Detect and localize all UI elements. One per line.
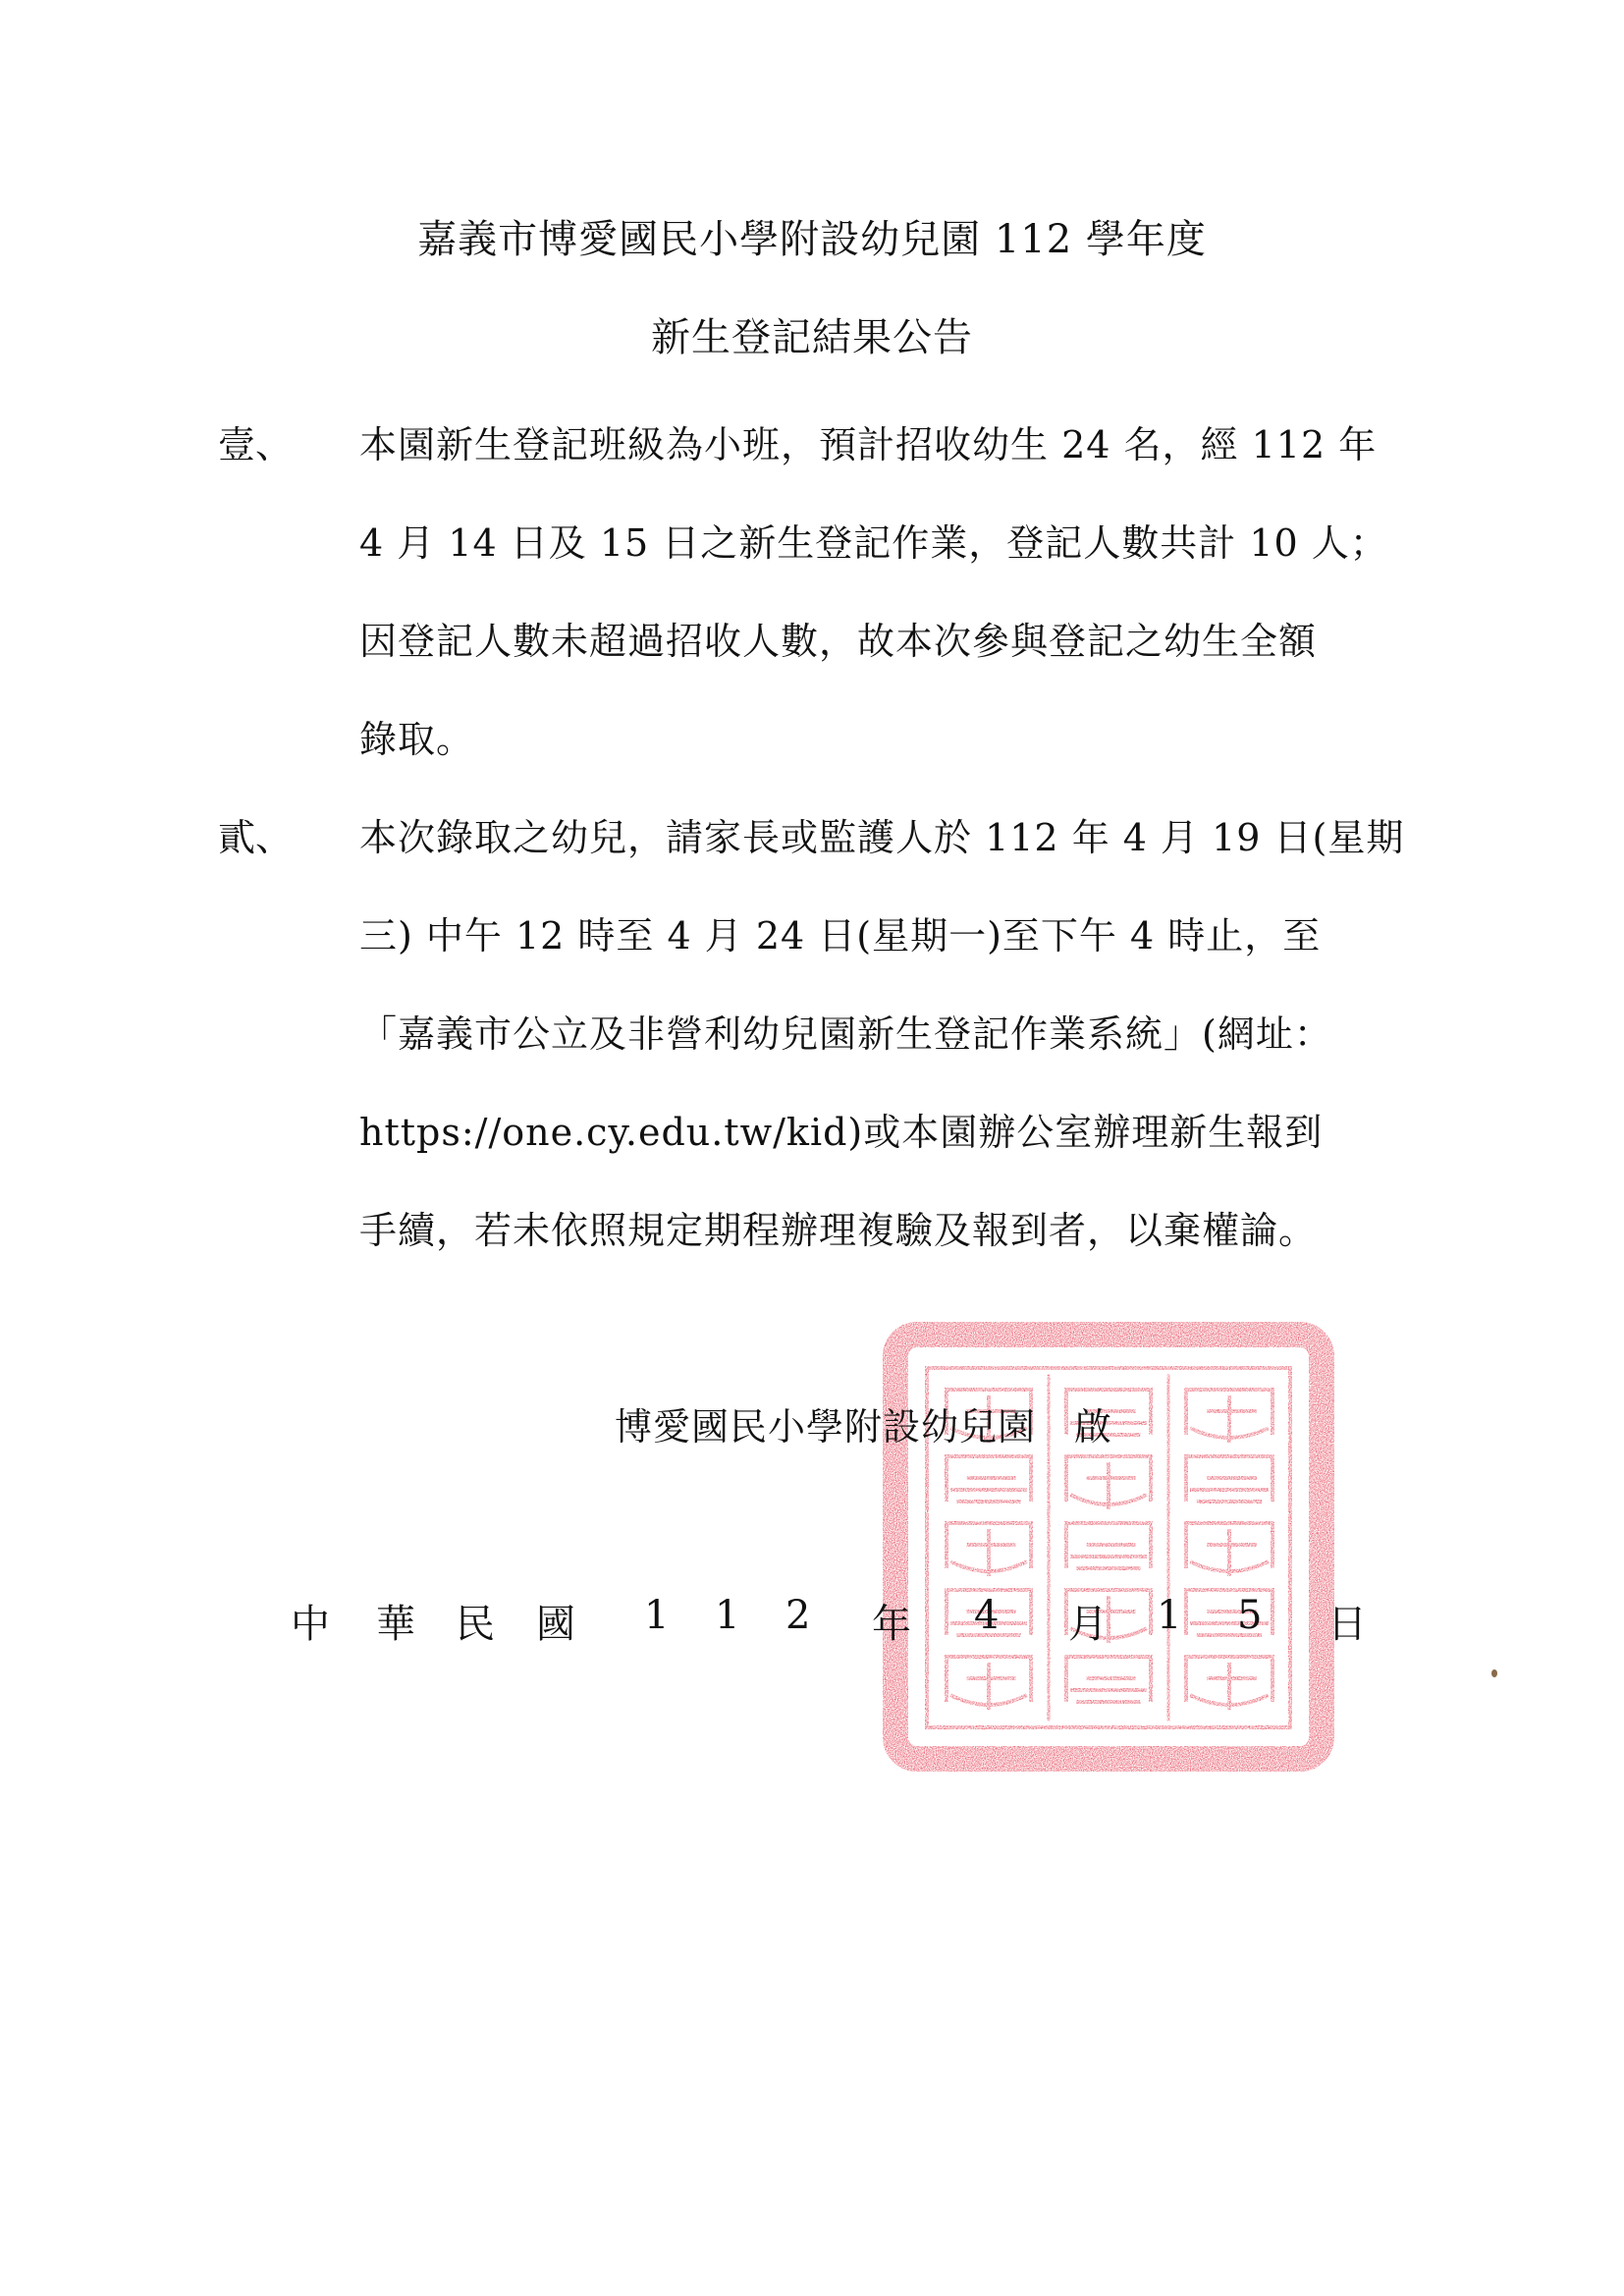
date-char: 國 [536, 1602, 575, 1647]
date-char: 日 [1327, 1602, 1367, 1647]
date-char: 2 [785, 1593, 811, 1638]
item-2-line-1: 本次錄取之幼兒，請家長或監護人於 112 年 4 月 19 日(星期 [359, 816, 1405, 859]
item-2-line-5: 手續，若未依照規定期程辦理複驗及報到者，以棄權論。 [359, 1209, 1318, 1252]
date-char: 中 [291, 1602, 330, 1647]
date-char: 4 [974, 1593, 1000, 1638]
date-char: 民 [456, 1602, 495, 1647]
item-1-line-4: 錄取。 [359, 718, 475, 761]
date-char: 5 [1237, 1593, 1263, 1638]
date-char: 1 [715, 1593, 740, 1638]
item-1-line-1: 本園新生登記班級為小班，預計招收幼生 24 名，經 112 年 [359, 423, 1378, 466]
item-2-line-3: 「嘉義市公立及非營利幼兒園新生登記作業系統」(網址： [359, 1012, 1332, 1056]
signature-line: 博愛國民小學附設幼兒園 啟 [615, 1405, 1113, 1449]
item-2-label: 貳、 [218, 816, 294, 859]
item-2-line-2: 三) 中午 12 時至 4 月 24 日(星期一)至下午 4 時止，至 [359, 914, 1322, 957]
date-char: 年 [872, 1602, 911, 1647]
date-char: 1 [644, 1593, 670, 1638]
stray-ink-dot [1491, 1669, 1497, 1677]
date-char: 1 [1157, 1593, 1182, 1638]
item-1-line-2: 4 月 14 日及 15 日之新生登記作業，登記人數共計 10 人； [359, 521, 1388, 565]
notice-title: 嘉義市博愛國民小學附設幼兒園 112 學年度 [417, 217, 1207, 262]
date-char: 月 [1068, 1602, 1108, 1647]
date-char: 華 [376, 1602, 415, 1647]
item-1-label: 壹、 [218, 423, 294, 466]
item-1-line-3: 因登記人數未超過招收人數，故本次參與登記之幼生全額 [359, 620, 1318, 663]
notice-subtitle: 新生登記結果公告 [651, 315, 973, 360]
item-2-line-4: https://one.cy.edu.tw/kid)或本園辦公室辦理新生報到 [359, 1111, 1324, 1154]
official-seal [882, 1321, 1335, 1773]
